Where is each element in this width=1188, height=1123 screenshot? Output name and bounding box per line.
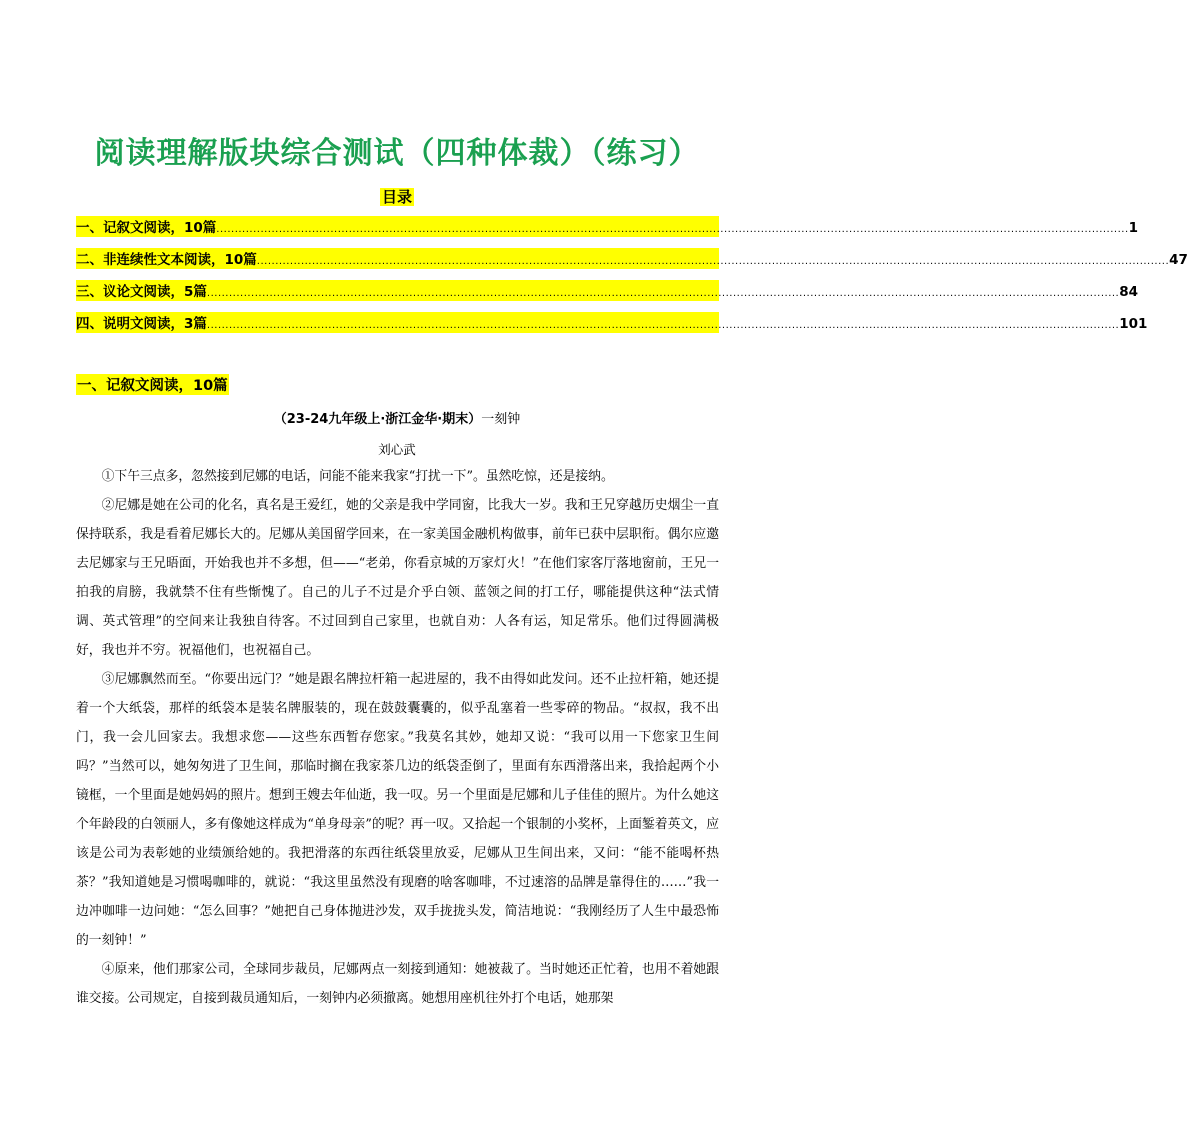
toc-leader-dots: ........................................................................................................................................................................................................................................................ [206,320,1120,331]
article-source-origin: （23-24九年级上·浙江金华·期末） [273,412,482,427]
paragraph: ③尼娜飘然而至。“你要出远门？”她是跟名牌拉杆箱一起进屋的，我不由得如此发问。还不止拉杆箱，她还提着一个大纸袋，那样的纸袋本是装名牌服装的，现在鼓鼓囊囊的，似乎乱塞着一些零碎的物品。“叔叔，我不出门，我一会儿回家去。我想求您——这些东西暂存您家。”我莫名其妙，她却又说：“我可以用一下您家卫生间吗？”当然可以，她匆匆进了卫生间，那临时搁在我家茶几边的纸袋歪倒了，里面有东西滑落出来，我拾起两个小镜框，一个里面是她妈妈的照片。想到王嫂去年仙逝，我一叹。另一个里面是尼娜和儿子佳佳的照片。为什么她这个年龄段的白领丽人，多有像她这样成为“单身母亲”的呢？再一叹。又拾起一个银制的小奖杯，上面錾着英文，应该是公司为表彰她的业绩颁给她的。我把滑落的东西往纸袋里放妥，尼娜从卫生间出来，又问：“能不能喝杯热茶？”我知道她是习惯喝咖啡的，就说：“我这里虽然没有现磨的啥客咖啡，不过速溶的品牌是靠得住的……”我一边冲咖啡一边问她：“怎么回事？”她把自己身体抛进沙发，双手拢拢头发，简洁地说：“我刚经历了人生中最恐怖的一刻钟！” [76,672,719,948]
section-heading: 一、记叙文阅读，10篇 [76,374,229,395]
toc-item-page: 47 [1169,252,1188,268]
toc-item-noncontinuous[interactable] [76,248,1188,269]
toc-item-page: 84 [1119,284,1139,300]
toc-item-page: 101 [1119,316,1148,332]
article-author: 刘心武 [378,442,416,457]
toc-heading: 目录 [381,188,412,206]
document-title: 阅读理解版块综合测试（四种体裁）（练习） [94,136,700,171]
toc-item-label: 三、议论文阅读，5篇 [76,284,207,300]
article-body [76,462,719,1013]
paragraph: ①下午三点多，忽然接到尼娜的电话，问能不能来我家“打扰一下”。虽然吃惊，还是接纳。 [101,469,614,484]
toc-leader-dots: ........................................................................................................................................................................................................................................................ [256,256,1170,267]
toc-item-narrative[interactable] [76,216,1139,237]
paragraph: ④原来，他们那家公司，全球同步裁员，尼娜两点一刻接到通知：她被裁了。当时她还正忙着，也用不着她跟谁交接。公司规定，自接到裁员通知后，一刻钟内必须撤离。她想用座机往外打个电话，她那架 [76,962,719,1006]
toc-item-label: 四、说明文阅读，3篇 [76,316,207,332]
toc-item-page: 1 [1128,220,1139,236]
toc-item-expository[interactable] [76,312,1148,333]
article-title: 一刻钟 [481,412,521,427]
toc-leader-dots: ........................................................................................................................................................................................................................................................ [216,224,1129,235]
toc-item-argumentative[interactable] [76,280,1139,301]
paragraph: ②尼娜是她在公司的化名，真名是王爱红，她的父亲是我中学同窗，比我大一岁。我和王兄穿越历史烟尘一直保持联系，我是看着尼娜长大的。尼娜从美国留学回来，在一家美国金融机构做事，前年已获中层职衔。偶尔应邀去尼娜家与王兄晤面，开始我也并不多想，但——“老弟，你看京城的万家灯火！”在他们家客厅落地窗前，王兄一拍我的肩膀，我就禁不住有些惭愧了。自己的儿子不过是介乎白领、蓝领之间的打工仔，哪能提供这种“法式情调、英式管理”的空间来让我独自待客。不过回到自己家里，也就自劝：人各有运，知足常乐。他们过得圆满极好，我也并不穷。祝福他们，也祝福自己。 [76,498,719,658]
toc-item-label: 一、记叙文阅读，10篇 [76,220,217,236]
article-source [0,408,794,427]
toc-leader-dots: ........................................................................................................................................................................................................................................................ [206,288,1120,299]
toc-item-label: 二、非连续性文本阅读，10篇 [76,252,257,268]
